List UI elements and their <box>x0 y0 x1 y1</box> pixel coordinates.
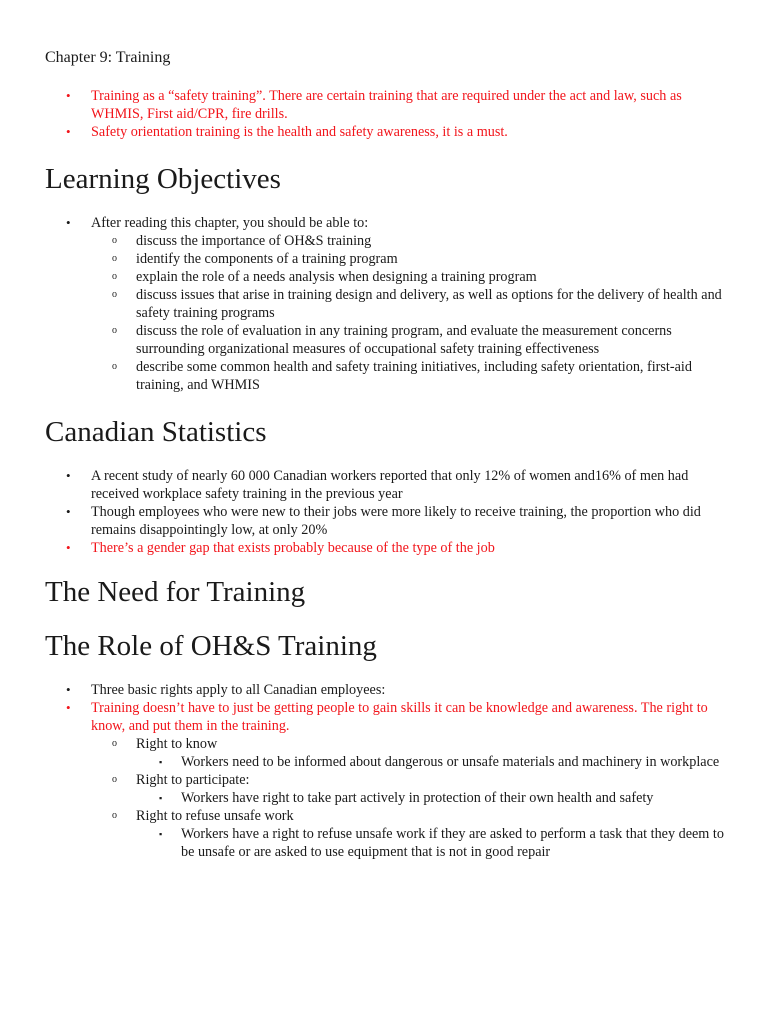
learning-objectives-list <box>45 214 735 394</box>
intro-note: • Training as a “safety training”. There are certain training that are required under the act and law, such as WHMIS, First aid/CPR, fire drills. <box>45 87 735 123</box>
objective-item: o discuss the role of evaluation in any training program, and evaluate the measurement concerns surrounding organizational measures of occupational safety training effectiveness <box>91 322 735 358</box>
intro-notes-list <box>45 87 735 141</box>
right-name: Right to refuse unsafe work <box>136 808 294 824</box>
objectives-sublist <box>91 232 735 394</box>
role-note <box>45 699 735 735</box>
statistics-note: • There’s a gender gap that exists probably because of the type of the job <box>45 539 735 557</box>
statistics-list <box>45 467 735 557</box>
role-heading: The Role of OH&S Training <box>45 630 377 662</box>
rights-container <box>45 735 735 861</box>
role-note-text: Training doesn’t have to just be getting people to gain skills it can be knowledge and awareness. The right to know, and put them in the training. <box>91 700 708 734</box>
objective-item: o explain the role of a needs analysis when designing a training program <box>91 268 735 286</box>
right-detail: ▪ Workers have a right to refuse unsafe work if they are asked to perform a task that they deem to be unsafe or are asked to use equipment that is not in good repair <box>136 825 735 861</box>
chapter-title: Chapter 9: Training <box>45 49 171 66</box>
statistic-item: • Though employees who were new to their jobs were more likely to receive training, the proportion who did remains disappointingly low, at only 20% <box>45 503 735 539</box>
objective-item: o discuss the importance of OH&S training <box>91 232 735 250</box>
role-list <box>45 681 735 861</box>
canadian-statistics-heading: Canadian Statistics <box>45 416 267 448</box>
objective-item: o describe some common health and safety training initiatives, including safety orientation, first-aid training, and WHMIS <box>91 358 735 394</box>
right-detail-list <box>136 753 735 771</box>
need-for-training-heading: The Need for Training <box>45 576 306 608</box>
objective-item: o discuss issues that arise in training design and delivery, as well as options for the delivery of health and safety training programs <box>91 286 735 322</box>
statistic-item: • A recent study of nearly 60 000 Canadian workers reported that only 12% of women and16% of men had received workplace safety training in the previous year <box>45 467 735 503</box>
objective-item: o identify the components of a training program <box>91 250 735 268</box>
lead-text: After reading this chapter, you should be able to: <box>91 215 369 231</box>
right-detail-list <box>136 825 735 861</box>
learning-objectives-heading: Learning Objectives <box>45 163 281 195</box>
right-detail-list <box>136 789 735 807</box>
intro-note: • Safety orientation training is the health and safety awareness, it is a must. <box>45 123 735 141</box>
role-item: • Three basic rights apply to all Canadian employees: <box>45 681 735 699</box>
right-item <box>91 807 735 861</box>
right-name: Right to know <box>136 736 218 752</box>
right-detail: ▪ Workers have right to take part actively in protection of their own health and safety <box>136 789 735 807</box>
right-name: Right to participate: <box>136 772 250 788</box>
right-item <box>91 771 735 807</box>
right-detail: ▪ Workers need to be informed about dangerous or unsafe materials and machinery in workplace <box>136 753 735 771</box>
right-item <box>91 735 735 771</box>
rights-sublist <box>91 735 735 861</box>
learning-objectives-lead <box>45 214 735 394</box>
